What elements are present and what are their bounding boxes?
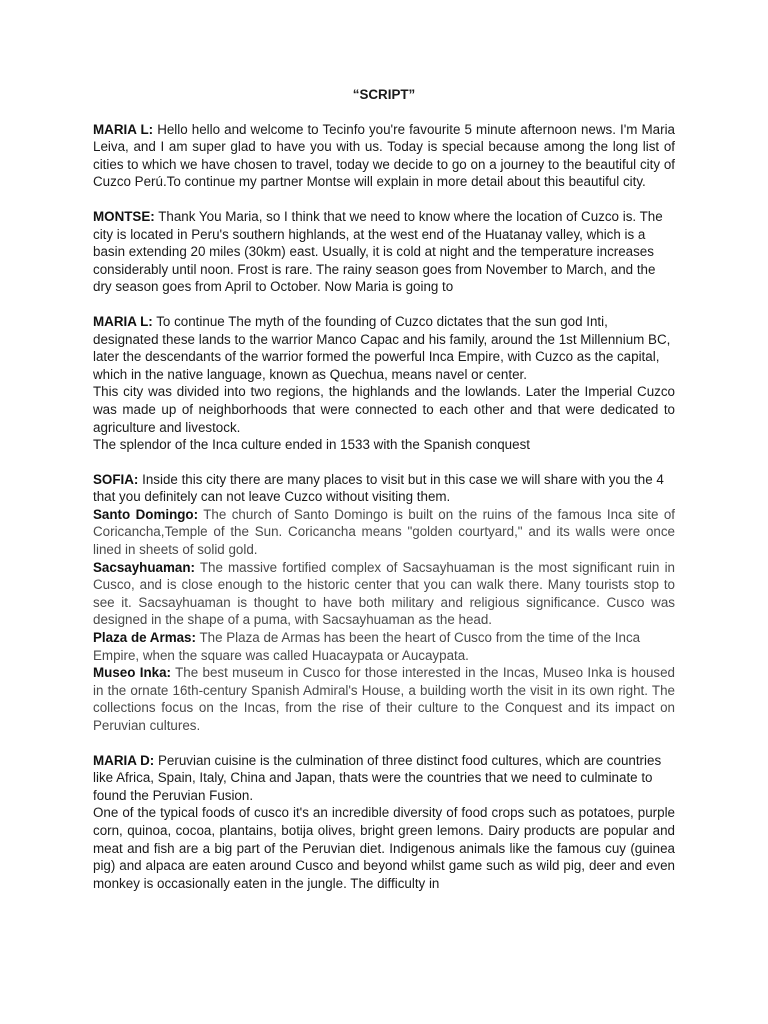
paragraph-maria-l-intro — [93, 121, 675, 191]
place-santo-domingo — [93, 506, 675, 559]
place-name: Plaza de Armas: — [93, 630, 196, 646]
place-plaza-de-armas — [93, 629, 675, 664]
place-description: The Plaza de Armas has been the heart of Cusco from the time of the Inca Empire, when the square was called Huacaypata or Aucaypata. — [93, 630, 641, 663]
document-title: “SCRIPT” — [352, 87, 416, 102]
section-gap — [93, 735, 675, 752]
speaker-label: MARIA D: — [93, 752, 155, 768]
place-description: The massive fortified complex of Sacsayhuaman is the most significant ruin in Cusco, and is close enough to the historic center that you can walk there. Many tourists stop to see it. Sacsayhuaman is thought to have both military and religious significance. Cusco was designed in the shape of a puma, with Sacsayhuaman as the head. — [93, 559, 676, 628]
paragraph-sofia — [93, 471, 675, 506]
place-museo-inka — [93, 664, 675, 734]
paragraph-montse — [93, 208, 675, 296]
speaker-label: MARIA L: — [93, 121, 154, 137]
paragraph-maria-d — [93, 752, 675, 805]
speaker-label: SOFIA: — [93, 471, 139, 487]
speech-text: Hello hello and welcome to Tecinfo you're favourite 5 minute afternoon news. I'm Maria Leiva, and I am super glad to have you with us. Today is special because among the long list of cities to which we have chosen to travel, today we decide to go on a journey to the beautiful city of Cuzco Perú.To continue my partner Montse will explain in more detail about this beautiful city. — [93, 121, 675, 190]
paragraph-inca-splendor: The splendor of the Inca culture ended in 1533 with the Spanish conquest — [93, 437, 530, 453]
place-sacsayhuaman — [93, 559, 675, 629]
section-gap — [93, 191, 675, 208]
speaker-label: MARIA L: — [93, 313, 153, 329]
speech-text: Thank You Maria, so I think that we need to know where the location of Cuzco is. The city is located in Peru's southern highlands, at the west end of the Huatanay valley, which is a basin extending 20 miles (30km) east. Usually, it is cold at night and the temperature increases considerably until noon. Frost is rare. The rainy season goes from November to March, and the dry season goes from April to October. Now Maria is going to — [93, 208, 663, 295]
document-page — [93, 86, 675, 892]
speech-text: Inside this city there are many places to visit but in this case we will share with you the 4 that you definitely can not leave Cuzco without visiting them. — [93, 471, 664, 505]
speaker-label: MONTSE: — [93, 208, 155, 224]
place-description: The best museum in Cusco for those interested in the Incas, Museo Inka is housed in the ornate 16th-century Spanish Admiral's House, a building worth the visit in its own right. The collections focus on the Incas, from the rise of their culture to the Conquest and its impact on Peruvian cultures. — [93, 665, 675, 733]
section-gap — [93, 296, 675, 313]
speech-text: Peruvian cuisine is the culmination of three distinct food cultures, which are countries like Africa, Spain, Italy, China and Japan, thats were the countries that we need to culminate to found the Peruvian Fusion. — [93, 752, 662, 803]
paragraph-maria-l-history — [93, 313, 675, 383]
place-name: Santo Domingo: — [93, 506, 199, 522]
paragraph-city-regions: This city was divided into two regions, the highlands and the lowlands. Later the Imperial Cuzco was made up of neighborhoods that were connected to each other and that were dedicated to agriculture and livestock. — [93, 384, 675, 435]
place-name: Sacsayhuaman: — [93, 559, 195, 575]
place-name: Museo Inka: — [93, 665, 171, 681]
paragraph-typical-foods: One of the typical foods of cusco it's an incredible diversity of food crops such as potatoes, purple corn, quinoa, cocoa, plantains, botija olives, bright green lemons. Dairy products are popular and meat and fish are a big part of the Peruvian diet. Indigenous animals like the famous cuy (guinea pig) and alpaca are eaten around Cusco and beyond whilst game such as wild pig, deer and even monkey is occasionally eaten in the jungle. The difficulty in — [93, 805, 675, 891]
speech-text: To continue The myth of the founding of Cuzco dictates that the sun god Inti, designated these lands to the warrior Manco Capac and his family, around the 1st Millennium BC, later the descendants of the warrior formed the powerful Inca Empire, with Cuzco as the capital, which in the native language, known as Quechua, means navel or center. — [93, 313, 671, 382]
section-gap — [93, 454, 675, 471]
place-description: The church of Santo Domingo is built on the ruins of the famous Inca site of Coricancha,Temple of the Sun. Coricancha means "golden courtyard," and its walls were once lined in sheets of solid gold. — [93, 506, 675, 558]
